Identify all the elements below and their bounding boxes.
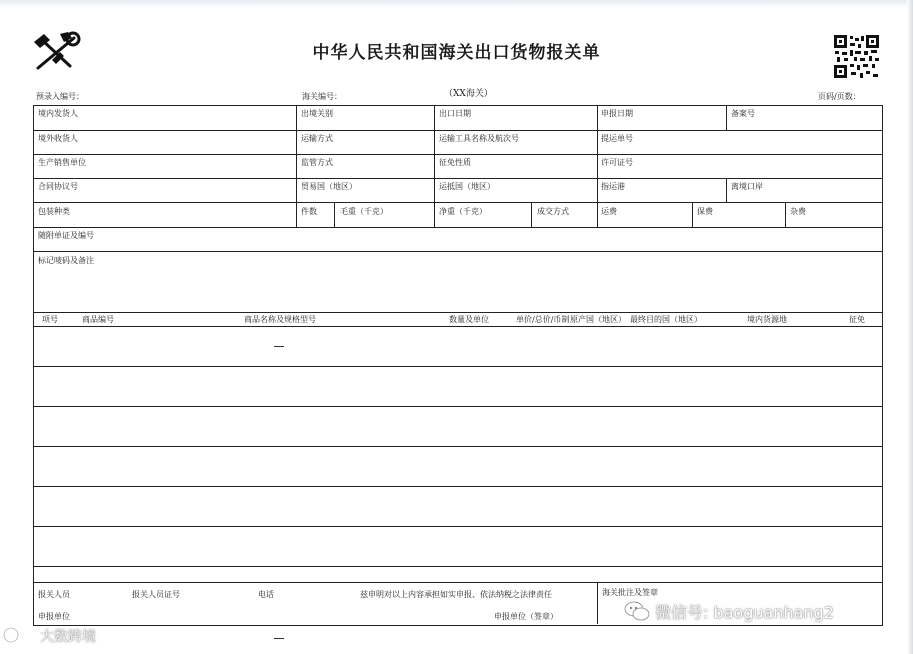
row-rule xyxy=(33,130,882,131)
col-rule xyxy=(434,105,435,202)
col-hs-code: 商品编号 xyxy=(82,315,114,324)
right-watermark-text: 微信号: baoguanhang2 xyxy=(655,603,834,622)
declaration-statement: 兹申明对以上内容承担如实申报、依法纳税之法律责任 xyxy=(360,590,552,599)
destination-country-label: 运抵国（地区） xyxy=(439,182,495,191)
col-origin: 原产国（地区） xyxy=(570,315,626,324)
col-rule xyxy=(726,105,727,130)
license-no-label: 许可证号 xyxy=(601,158,633,167)
row-rule xyxy=(33,227,882,228)
col-exemption: 征免 xyxy=(849,315,865,324)
row-rule xyxy=(33,326,882,327)
page-label: 页码/页数： xyxy=(818,92,861,101)
col-rule xyxy=(334,202,335,227)
col-rule xyxy=(726,178,727,202)
port-label: 指运港 xyxy=(601,182,625,191)
misc-fee-label: 杂费 xyxy=(790,207,806,216)
gross-weight-label: 毛重（千克） xyxy=(340,207,388,216)
col-rule xyxy=(597,582,598,624)
col-unit-price: 单价/总价/币制 xyxy=(516,315,570,324)
bl-no-label: 提运单号 xyxy=(601,134,633,143)
col-qty-unit: 数量及单位 xyxy=(449,315,489,324)
scan-mark xyxy=(274,346,284,347)
row-rule xyxy=(33,312,882,313)
goods-row-rule xyxy=(33,406,882,407)
customs-name: （XX海关） xyxy=(444,89,493,99)
net-weight-label: 净重（千克） xyxy=(439,207,487,216)
record-no-label: 备案号 xyxy=(731,109,755,118)
goods-row-rule xyxy=(33,566,882,567)
producer-label: 生产销售单位 xyxy=(38,158,86,167)
col-rule xyxy=(597,202,598,227)
deal-mode-label: 成交方式 xyxy=(537,207,569,216)
goods-row-rule xyxy=(33,486,882,487)
customs-no-label: 海关编号： xyxy=(302,92,342,101)
levy-nature-label: 征免性质 xyxy=(439,158,471,167)
row-rule xyxy=(33,251,882,252)
declarant-label: 报关人员 xyxy=(38,590,70,599)
exit-port-label: 离境口岸 xyxy=(731,182,763,191)
left-watermark-logo-icon xyxy=(2,626,24,644)
vessel-label: 运输工具名称及航次号 xyxy=(439,134,519,143)
freight-label: 运费 xyxy=(601,207,617,216)
marks-remarks-label: 标记唛码及备注 xyxy=(38,256,94,265)
export-date-label: 出口日期 xyxy=(439,109,471,118)
document-title: 中华人民共和国海关出口货物报关单 xyxy=(312,43,601,63)
col-rule xyxy=(597,105,598,202)
declarant-cert-label: 报关人员证号 xyxy=(132,590,180,599)
left-watermark-text: 大数跨境 xyxy=(40,629,96,645)
customs-remarks-label: 海关批注及签章 xyxy=(602,588,658,597)
declare-date-label: 申报日期 xyxy=(601,109,633,118)
transport-mode-label: 运输方式 xyxy=(301,134,333,143)
col-rule xyxy=(692,202,693,227)
package-type-label: 包装种类 xyxy=(38,207,70,216)
exit-customs-label: 出境关别 xyxy=(301,109,333,118)
col-final-dest: 最终目的国（地区） xyxy=(630,315,702,324)
row-rule xyxy=(33,202,882,203)
goods-row-rule xyxy=(33,446,882,447)
scan-mark xyxy=(274,638,284,639)
supervision-label: 监管方式 xyxy=(301,158,333,167)
row-rule xyxy=(33,178,882,179)
exporter-label: 境内发货人 xyxy=(38,109,78,118)
footer-rule xyxy=(33,582,882,583)
col-rule xyxy=(296,105,297,202)
col-source-place: 境内货源地 xyxy=(747,315,787,324)
consignee-label: 境外收货人 xyxy=(38,134,78,143)
declaring-unit-seal-label: 申报单位（签章） xyxy=(494,612,558,621)
trade-country-label: 贸易国（地区） xyxy=(301,182,357,191)
wechat-icon xyxy=(624,600,650,622)
col-name-spec: 商品名称及规格型号 xyxy=(244,315,316,324)
row-rule xyxy=(33,154,882,155)
contract-no-label: 合同协议号 xyxy=(38,182,78,191)
col-rule xyxy=(785,202,786,227)
col-rule xyxy=(296,202,297,227)
phone-label: 电话 xyxy=(258,590,274,599)
goods-row-rule xyxy=(33,526,882,527)
col-rule xyxy=(434,202,435,227)
pieces-label: 件数 xyxy=(301,207,317,216)
declaring-unit-label: 申报单位 xyxy=(38,612,70,621)
goods-row-rule xyxy=(33,366,882,367)
scan-edge-right xyxy=(907,0,913,654)
col-item-no: 项号 xyxy=(42,315,58,324)
pre-entry-no-label: 预录入编号： xyxy=(36,92,84,101)
col-rule xyxy=(531,202,532,227)
insurance-label: 保费 xyxy=(697,207,713,216)
scan-edge-top xyxy=(0,0,913,8)
attached-docs-label: 随附单证及编号 xyxy=(38,231,94,240)
